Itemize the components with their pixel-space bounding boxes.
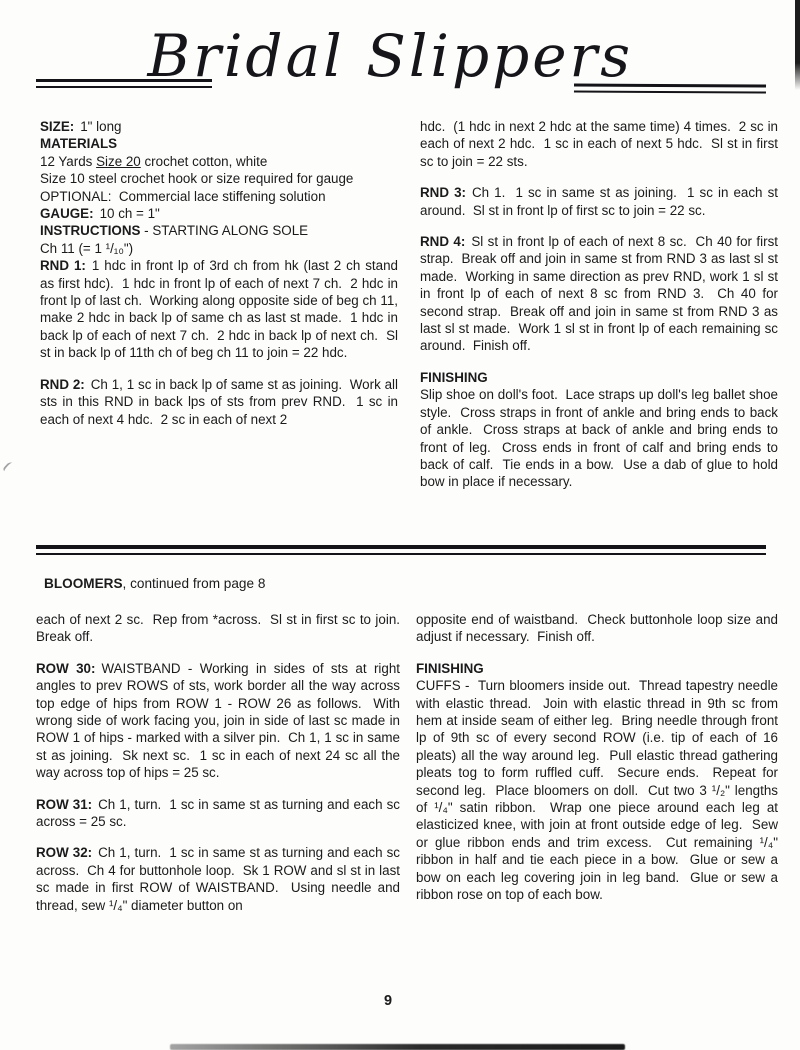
materials-size-20: Size 20 [96, 153, 141, 169]
rnd1-label: RND 1: [40, 258, 86, 274]
row32-paragraph [36, 844, 404, 914]
slippers-right-column [420, 118, 782, 505]
rnd3-paragraph [420, 184, 782, 219]
slippers-finishing-heading: FINISHING [420, 369, 488, 385]
gauge-line [40, 205, 398, 222]
bloomers-heading [44, 576, 265, 591]
rnd2-text: Ch 1, 1 sc in back lp of same st as joining. Work all sts in this RND in back lps of sts from prev RND. 1 sc in each of next 4 hdc. 2 sc in each of next 2 [40, 376, 402, 427]
materials-line-1-post: crochet cotton, white [140, 153, 268, 169]
row30-text: WAISTBAND - Working in sides of sts at right angles to prev ROWS of sts, work border all the way across top edge of hips from ROW 1 - ROW 26 as follows. With wrong side of work facing you, join in side of last sc made in ROW 1 of hips - marked with a silver pin. Ch 1, 1 sc in same st as joining. Sk next sc. 1 sc in each of next 24 sc all the way across top of hips = 25 sc. [36, 660, 404, 781]
materials-line-3: OPTIONAL: Commercial lace stiffening solution [40, 188, 326, 204]
instructions-ch-line: Ch 11 (= 1 ¹/₁₀") [40, 240, 134, 256]
materials-line-1-pre: 12 Yards [40, 153, 97, 169]
scan-artifact-bottom-bar [170, 1044, 625, 1050]
bloomers-heading-bold: BLOOMERS [44, 576, 123, 591]
slippers-left-column [40, 118, 402, 442]
bloomers-right-column [416, 611, 782, 918]
section-divider-rule [36, 545, 766, 555]
rnd4-text: Sl st in front lp of each of next 8 sc. Ch 40 for first strap. Break off and join in same st from RND 3 as last sl st made. Working in same direction as prev RND, work 1 sl st in front lp of each of next 8 sc from RND 3. Ch 40 for second strap. Break off and join in same st from RND 3 as last sl st made. Work 1 sl st in front lp of each remaining sc around. Finish off. [420, 234, 782, 354]
rnd3-text: Ch 1. 1 sc in same st as joining. 1 sc in each st around. Sl st in front lp of first sc to join = 22 sc. [420, 185, 782, 218]
scan-artifact-right-edge [795, 0, 800, 90]
rnd1-text: 1 hdc in front lp of 3rd ch from hk (last 2 ch stand as first hdc). 1 hdc in front lp of each of next 7 ch. 2 hdc in front lp of last ch. Working along opposite side of beg ch 11, make 2 hdc in back lp of same ch as last st made. 1 hdc in back lp of each of next 7 ch. 2 hdc in back lp of next ch. Sl st in back lp of 11th ch of beg ch 11 to join = 22 hdc. [40, 258, 402, 361]
instructions-heading-line [40, 222, 398, 239]
materials-line-2: Size 10 steel crochet hook or size required for gauge [40, 171, 354, 187]
rnd2-label: RND 2: [40, 376, 85, 392]
bloomers-finishing-heading: FINISHING [416, 660, 484, 676]
gauge-value: 10 ch = 1" [99, 206, 160, 222]
row29-continued-paragraph: each of next 2 sc. Rep from *across. Sl st in first sc to join. Break off. [36, 612, 408, 645]
page-title: Bridal Slippers [147, 22, 634, 90]
rnd4-paragraph [420, 233, 782, 355]
row32-text: Ch 1, turn. 1 sc in same st as turning and each sc across. Ch 4 for buttonhole loop. Sk 1 ROW and sl st in last sc made in first ROW of WAISTBAND. Using needle and thread, sew ¹/₄" diameter button on [36, 845, 404, 913]
row32-label: ROW 32: [36, 845, 93, 861]
row31-label: ROW 31: [36, 796, 93, 812]
materials-heading: MATERIALS [40, 136, 118, 152]
slippers-finishing-paragraph: Slip shoe on doll's foot. Lace straps up doll's leg ballet shoe style. Cross straps in front of ankle and bring ends to back of ankle. Cross straps at back of ankle and bring ends to front of leg. Cross ends in front of calf and bring ends to back of calf. Tie ends in a bow. Use a dab of glue to hold bow in place if necessary. [420, 387, 782, 490]
scan-artifact-left-mark [2, 461, 18, 473]
rnd2-continued-paragraph: hdc. (1 hdc in next 2 hdc at the same time) 4 times. 2 sc in each of next 2 hdc. 1 sc in each of next 5 hdc. Sl st in first sc to join = 22 sts. [420, 119, 782, 169]
rnd2-paragraph [40, 376, 402, 428]
instructions-rest: - STARTING ALONG SOLE [140, 223, 309, 239]
size-label: SIZE: [40, 119, 75, 134]
row30-paragraph [36, 660, 404, 782]
bloomers-heading-rest: , continued from page 8 [122, 576, 266, 591]
gauge-label: GAUGE: [40, 206, 94, 222]
row31-text: Ch 1, turn. 1 sc in same st as turning and each sc across = 25 sc. [36, 796, 404, 830]
cuffs-paragraph: CUFFS - Turn bloomers inside out. Thread tapestry needle with elastic thread. Join with elastic thread in 9th sc from hem at inside seam of either leg. Bring needle through front lp of 9th sc of every second ROW (i.e. tip of each of 16 pleats) all the way around leg. Pull elastic thread gathering pleats tog to form ruffled cuff. Secure ends. Repeat for second leg. Place bloomers on doll. Cut two 3 ¹/₂" lengths of ¹/₄" satin ribbon. Wrap one piece around each leg at elasticized knee, with join at front outside edge of leg. Sew or glue ribbon ends and trim excess. Cut remaining ¹/₄" ribbon in half and tie each piece in a bow. Glue or sew a bow on each leg covering join in leg band. Glue or sew a ribbon rose on top of each bow. [416, 678, 782, 903]
rnd4-label: RND 4: [420, 234, 466, 250]
row32-continued-paragraph: opposite end of waistband. Check buttonhole loop size and adjust if necessary. Finish off. [416, 612, 782, 645]
row30-label: ROW 30: [36, 660, 96, 676]
size-value: 1" long [80, 119, 122, 134]
rnd3-label: RND 3: [420, 185, 466, 201]
instructions-label: INSTRUCTIONS [40, 223, 141, 239]
size-line [40, 118, 398, 135]
header-rule-right [574, 83, 766, 93]
materials-line-1 [40, 153, 398, 170]
page-number: 9 [384, 993, 393, 1009]
bloomers-left-column [36, 611, 408, 928]
rnd1-paragraph [40, 257, 402, 361]
row31-paragraph [36, 796, 404, 831]
